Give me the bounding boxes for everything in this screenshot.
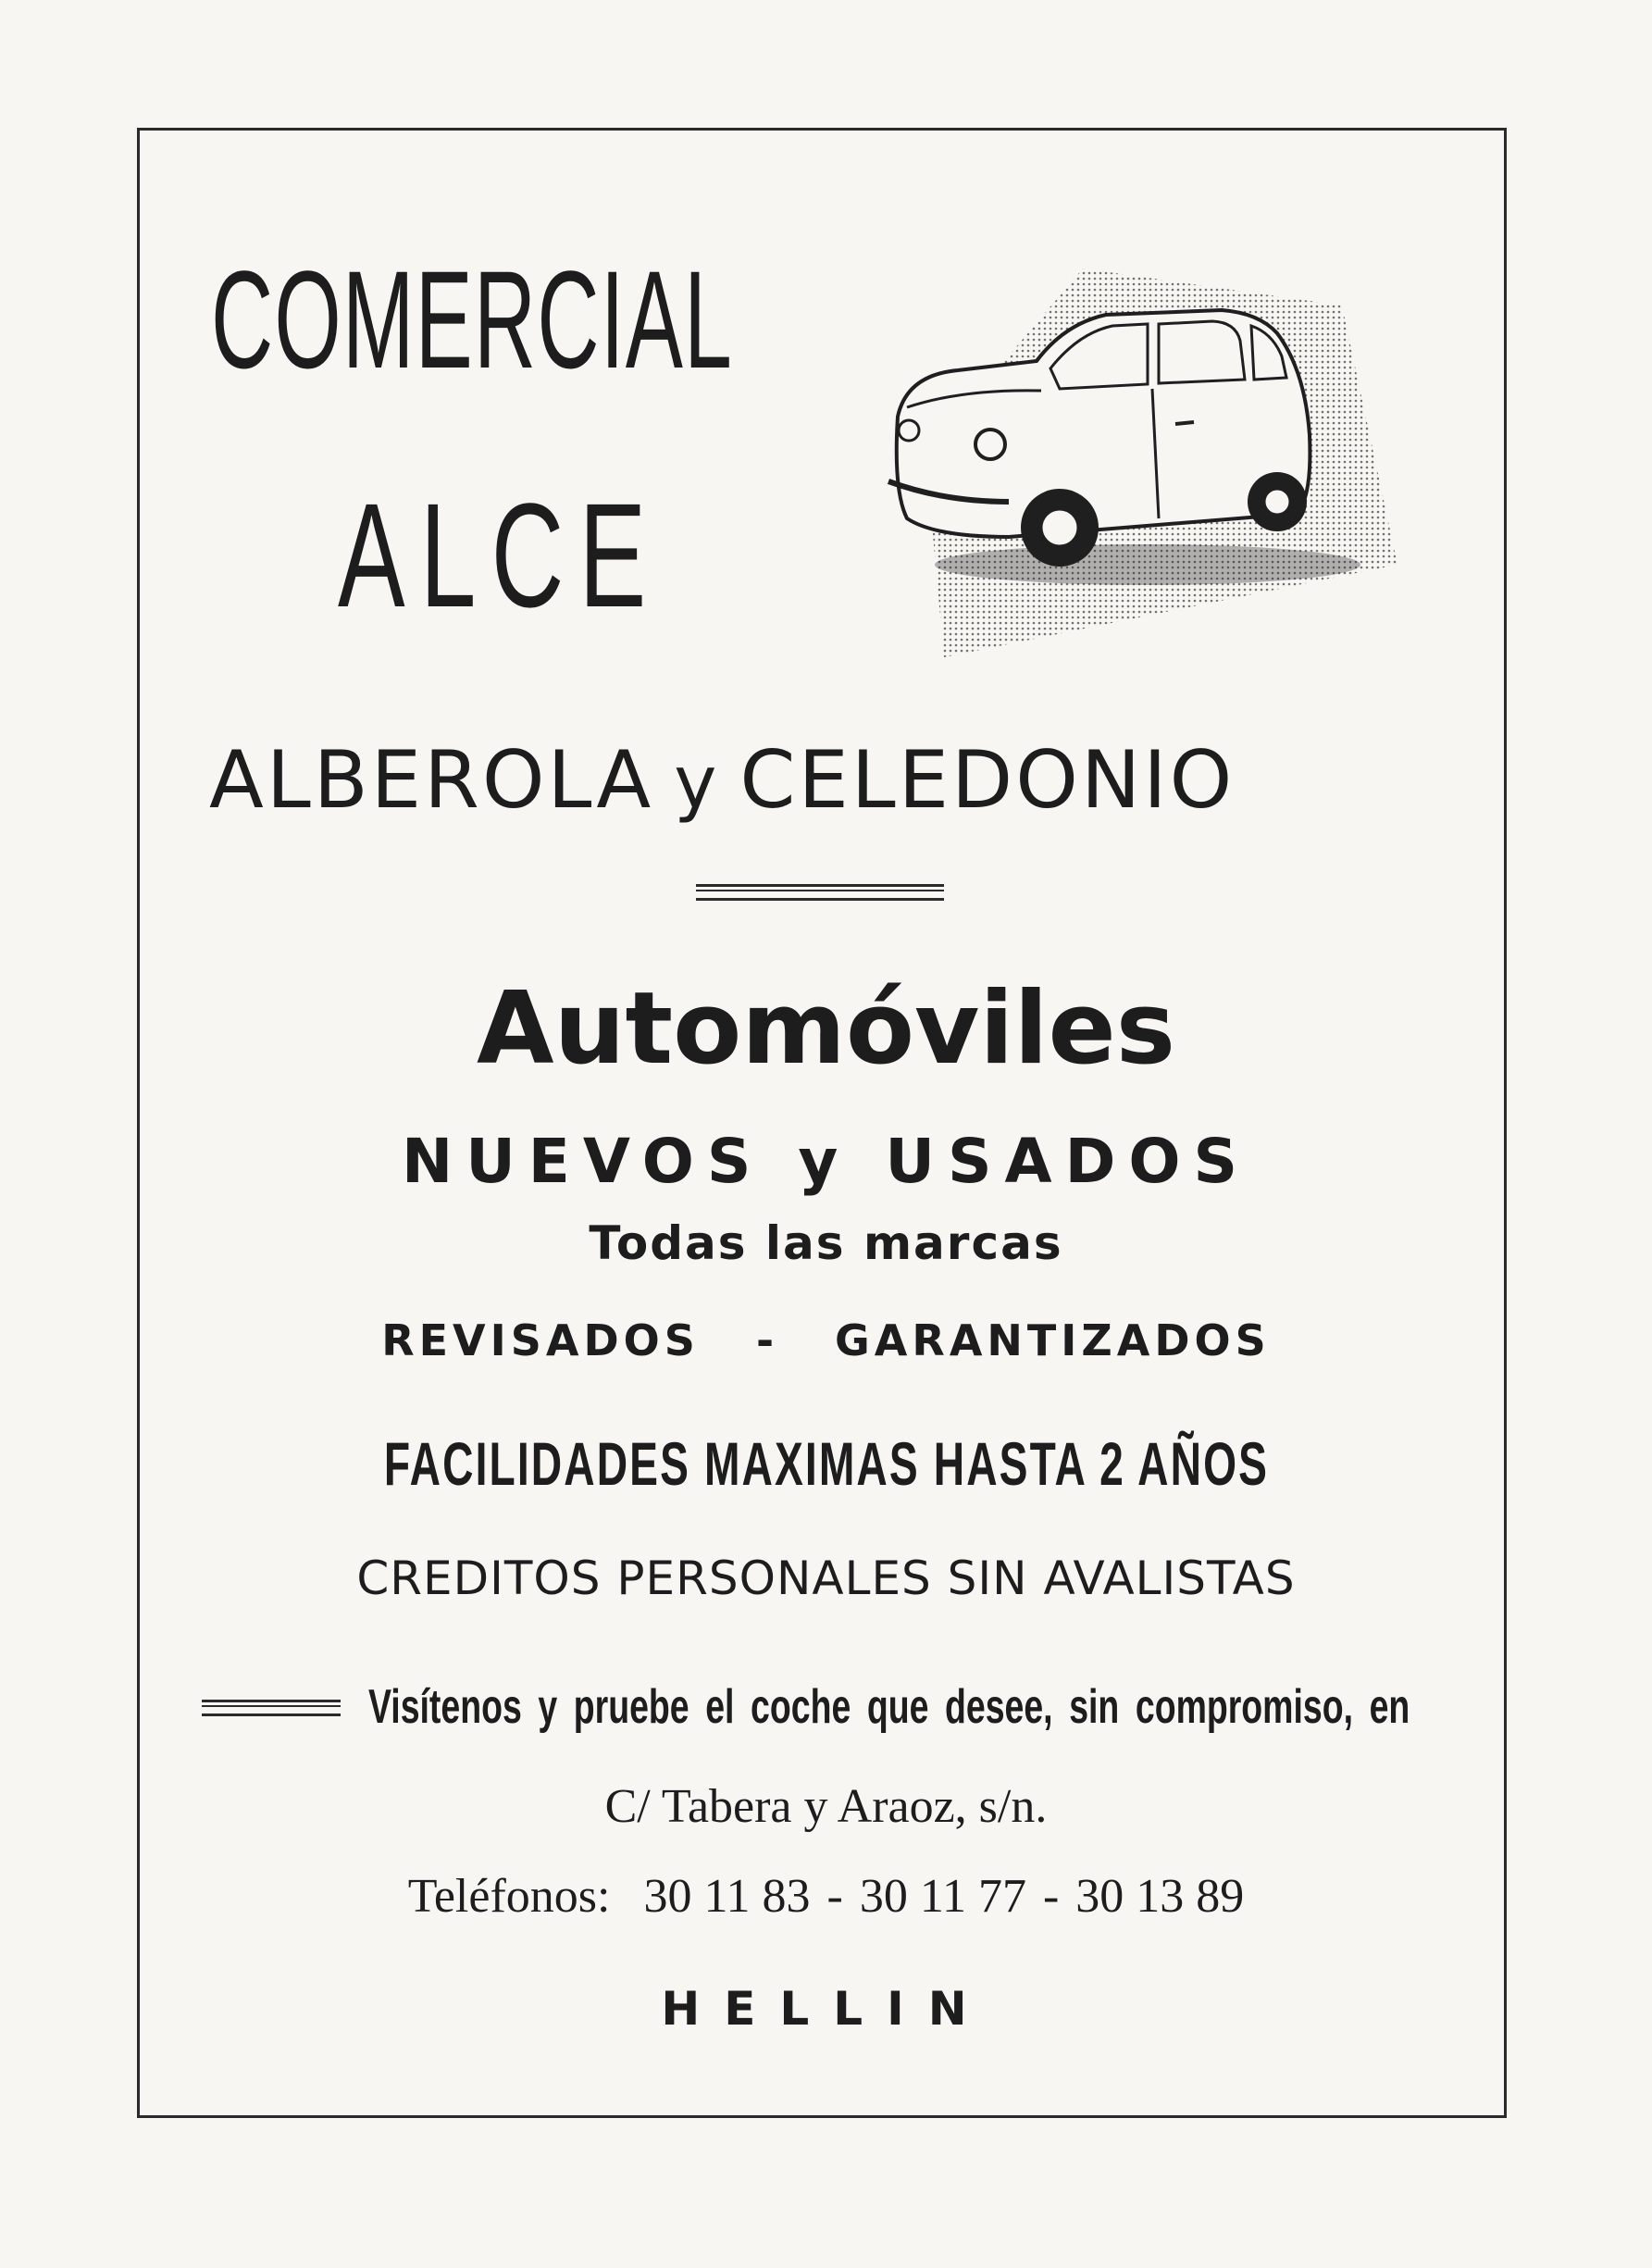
phones-line: [0, 1870, 1652, 1923]
invitation-line: Visítenos y pruebe el coche que desee, sin compromiso, en: [368, 1680, 1410, 1734]
phone-number: 30 11 83: [643, 1870, 811, 1923]
quality-garantizados: GARANTIZADOS: [835, 1315, 1271, 1365]
credits-line: CREDITOS PERSONALES SIN AVALISTAS: [356, 1551, 1296, 1605]
company-name-line1: COMERCIAL: [211, 242, 734, 397]
address-line: C/ Tabera y Araoz, s/n.: [604, 1780, 1048, 1833]
brands-line: Todas las marcas: [589, 1216, 1063, 1270]
headline: Automóviles: [477, 971, 1175, 1087]
company-name-line2: ALCE: [338, 472, 662, 638]
phone-number: 30 11 77: [859, 1870, 1026, 1923]
invitation-rule: [202, 1700, 341, 1716]
phone-separator: -: [826, 1870, 843, 1923]
financing-text: FACILIDADES MAXIMAS HASTA 2 AÑOS: [383, 1429, 1269, 1498]
phones-label: Teléfonos:: [407, 1870, 611, 1923]
phone-separator: -: [1042, 1870, 1060, 1923]
quality-revisados: REVISADOS: [381, 1315, 700, 1365]
owner-alberola: ALBEROLA: [209, 734, 654, 827]
city-line: HELLIN: [661, 1982, 991, 2036]
owner-celedonio: CELEDONIO: [739, 734, 1236, 827]
financing-line: [0, 1429, 1652, 1498]
subheadline: NUEVOS y USADOS: [401, 1126, 1251, 1197]
phone-number: 30 13 89: [1075, 1870, 1245, 1923]
car-illustration: [870, 259, 1407, 667]
owners-line: [209, 734, 1236, 827]
quality-separator: -: [755, 1315, 779, 1365]
quality-line: [0, 1315, 1652, 1365]
owners-conjunction: y: [674, 741, 720, 825]
divider-rule: [696, 884, 944, 901]
